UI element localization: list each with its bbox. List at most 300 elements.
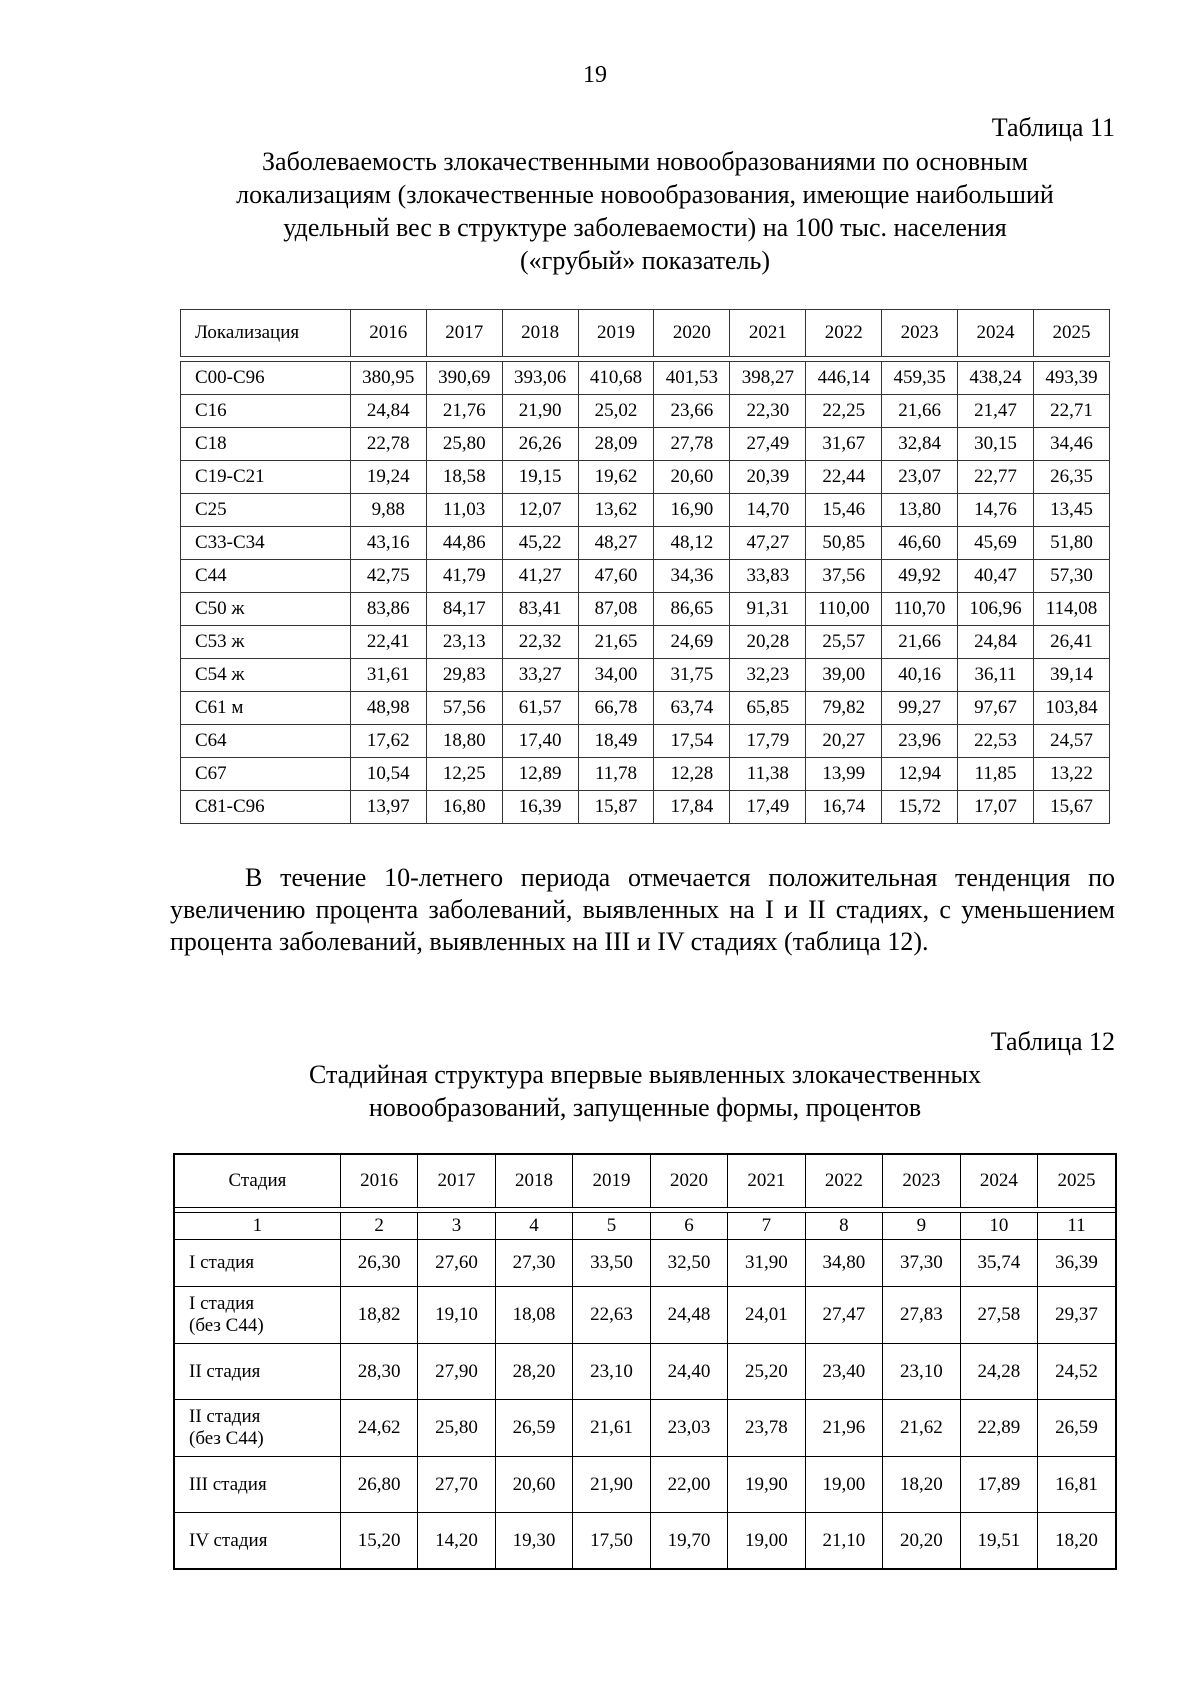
value-cell: 23,07 — [882, 461, 958, 494]
value-cell: 26,35 — [1033, 461, 1109, 494]
table-row — [181, 659, 1110, 692]
value-cell: 17,79 — [730, 725, 806, 758]
value-cell: 23,10 — [883, 1344, 960, 1400]
value-cell: 30,15 — [958, 428, 1034, 461]
value-cell: 57,30 — [1033, 560, 1109, 593]
value-cell: 20,39 — [730, 461, 806, 494]
header-cell-year: 2025 — [1033, 310, 1109, 357]
value-cell: 79,82 — [806, 692, 882, 725]
paragraph-line: уменьшением процента заболеваний, выявленных на III и IV стадиях — [170, 895, 1115, 956]
value-cell: 17,62 — [350, 725, 426, 758]
value-cell: 28,30 — [340, 1344, 417, 1400]
value-cell: 49,92 — [882, 560, 958, 593]
localization-cell: С25 — [181, 494, 351, 527]
value-cell: 22,32 — [502, 626, 578, 659]
value-cell: 22,89 — [960, 1400, 1037, 1457]
stage-name-line: II стадия — [189, 1406, 261, 1427]
table-row — [181, 362, 1110, 395]
localization-cell: С67 — [181, 758, 351, 791]
header-cell-year: 2024 — [960, 1154, 1037, 1208]
value-cell: 14,20 — [418, 1513, 495, 1570]
table-11-label: Таблица 11 — [991, 113, 1115, 142]
value-cell: 12,25 — [426, 758, 502, 791]
value-cell: 20,28 — [730, 626, 806, 659]
table-row — [174, 1513, 1116, 1570]
value-cell: 16,80 — [426, 791, 502, 824]
value-cell: 401,53 — [654, 362, 730, 395]
value-cell: 40,47 — [958, 560, 1034, 593]
localization-cell: С50 ж — [181, 593, 351, 626]
value-cell: 47,60 — [578, 560, 654, 593]
value-cell: 40,16 — [882, 659, 958, 692]
value-cell: 66,78 — [578, 692, 654, 725]
value-cell: 20,27 — [806, 725, 882, 758]
table-row — [181, 560, 1110, 593]
value-cell: 24,40 — [650, 1344, 727, 1400]
header-cell-year: 2018 — [495, 1154, 572, 1208]
header-cell-year: 2018 — [502, 310, 578, 357]
value-cell: 21,65 — [578, 626, 654, 659]
incidence-by-localization-table — [180, 309, 1110, 824]
value-cell: 17,89 — [960, 1457, 1037, 1513]
value-cell: 22,00 — [650, 1457, 727, 1513]
value-cell: 15,46 — [806, 494, 882, 527]
value-cell: 45,69 — [958, 527, 1034, 560]
table-row — [181, 626, 1110, 659]
value-cell: 36,39 — [1038, 1240, 1116, 1287]
value-cell: 19,00 — [728, 1513, 805, 1570]
value-cell: 26,59 — [1038, 1400, 1116, 1457]
value-cell: 86,65 — [654, 593, 730, 626]
value-cell: 24,69 — [654, 626, 730, 659]
value-cell: 22,63 — [573, 1287, 650, 1344]
table-row — [181, 758, 1110, 791]
value-cell: 26,80 — [340, 1457, 417, 1513]
value-cell: 11,85 — [958, 758, 1034, 791]
header-cell-year: 2020 — [650, 1154, 727, 1208]
table-row — [174, 1400, 1116, 1457]
paragraph-line: (таблица 12). — [784, 927, 929, 956]
value-cell: 24,84 — [350, 395, 426, 428]
stage-name-line: (без С44) — [189, 1315, 264, 1336]
value-cell: 19,90 — [728, 1457, 805, 1513]
value-cell: 410,68 — [578, 362, 654, 395]
column-number-cell: 8 — [805, 1213, 882, 1240]
value-cell: 26,59 — [495, 1400, 572, 1457]
value-cell: 22,71 — [1033, 395, 1109, 428]
value-cell: 44,86 — [426, 527, 502, 560]
value-cell: 33,50 — [573, 1240, 650, 1287]
value-cell: 13,45 — [1033, 494, 1109, 527]
value-cell: 114,08 — [1033, 593, 1109, 626]
value-cell: 23,03 — [650, 1400, 727, 1457]
value-cell: 12,28 — [654, 758, 730, 791]
value-cell: 65,85 — [730, 692, 806, 725]
value-cell: 13,22 — [1033, 758, 1109, 791]
table-row — [181, 725, 1110, 758]
value-cell: 22,30 — [730, 395, 806, 428]
value-cell: 47,27 — [730, 527, 806, 560]
table-row — [181, 527, 1110, 560]
header-cell-year: 2016 — [340, 1154, 417, 1208]
value-cell: 21,47 — [958, 395, 1034, 428]
value-cell: 18,49 — [578, 725, 654, 758]
value-cell: 12,07 — [502, 494, 578, 527]
value-cell: 23,78 — [728, 1400, 805, 1457]
value-cell: 27,83 — [883, 1287, 960, 1344]
value-cell: 24,01 — [728, 1287, 805, 1344]
value-cell: 27,58 — [960, 1287, 1037, 1344]
stage-name-line: IV стадия — [189, 1529, 268, 1551]
value-cell: 22,78 — [350, 428, 426, 461]
value-cell: 34,00 — [578, 659, 654, 692]
value-cell: 438,24 — [958, 362, 1034, 395]
table-12-label: Таблица 12 — [990, 1027, 1115, 1056]
localization-cell: С44 — [181, 560, 351, 593]
table-row — [181, 395, 1110, 428]
paragraph-line: увеличению процента заболеваний, выявленных на I и II стадиях, с — [170, 895, 951, 924]
value-cell: 14,76 — [958, 494, 1034, 527]
value-cell: 27,90 — [418, 1344, 495, 1400]
column-number-cell: 5 — [573, 1213, 650, 1240]
value-cell: 22,53 — [958, 725, 1034, 758]
paragraph-line: В течение 10-летнего периода отмечается положительная тенденция по — [245, 863, 1115, 892]
value-cell: 24,57 — [1033, 725, 1109, 758]
value-cell: 27,78 — [654, 428, 730, 461]
column-number-cell: 10 — [960, 1213, 1037, 1240]
stage-name-cell — [174, 1513, 340, 1570]
header-cell-year: 2023 — [883, 1154, 960, 1208]
value-cell: 18,82 — [340, 1287, 417, 1344]
column-number-cell: 7 — [728, 1213, 805, 1240]
value-cell: 11,78 — [578, 758, 654, 791]
header-cell-year: 2020 — [654, 310, 730, 357]
value-cell: 28,20 — [495, 1344, 572, 1400]
value-cell: 84,17 — [426, 593, 502, 626]
page-number: 19 — [583, 62, 607, 88]
localization-cell: С53 ж — [181, 626, 351, 659]
value-cell: 43,16 — [350, 527, 426, 560]
table-12-title — [170, 1058, 1120, 1124]
value-cell: 21,90 — [573, 1457, 650, 1513]
stage-name-line: I стадия — [189, 1252, 255, 1273]
value-cell: 33,27 — [502, 659, 578, 692]
header-cell-year: 2017 — [426, 310, 502, 357]
header-cell-year: 2019 — [578, 310, 654, 357]
value-cell: 37,56 — [806, 560, 882, 593]
stage-name-line: II стадия — [189, 1360, 261, 1382]
value-cell: 19,24 — [350, 461, 426, 494]
value-cell: 42,75 — [350, 560, 426, 593]
value-cell: 19,62 — [578, 461, 654, 494]
header-cell-year: 2023 — [882, 310, 958, 357]
stage-name-cell — [174, 1344, 340, 1400]
value-cell: 48,12 — [654, 527, 730, 560]
table-row — [181, 461, 1110, 494]
value-cell: 17,84 — [654, 791, 730, 824]
value-cell: 19,00 — [805, 1457, 882, 1513]
header-cell-year: 2021 — [730, 310, 806, 357]
value-cell: 41,27 — [502, 560, 578, 593]
value-cell: 27,47 — [805, 1287, 882, 1344]
table-row — [174, 1344, 1116, 1400]
value-cell: 57,56 — [426, 692, 502, 725]
value-cell: 83,86 — [350, 593, 426, 626]
value-cell: 12,94 — [882, 758, 958, 791]
value-cell: 19,10 — [418, 1287, 495, 1344]
value-cell: 9,88 — [350, 494, 426, 527]
table-header-row — [181, 310, 1110, 357]
value-cell: 25,80 — [426, 428, 502, 461]
header-cell-year: 2019 — [573, 1154, 650, 1208]
value-cell: 22,77 — [958, 461, 1034, 494]
value-cell: 32,84 — [882, 428, 958, 461]
value-cell: 110,70 — [882, 593, 958, 626]
value-cell: 18,80 — [426, 725, 502, 758]
table-row — [181, 593, 1110, 626]
value-cell: 17,40 — [502, 725, 578, 758]
localization-cell: С16 — [181, 395, 351, 428]
value-cell: 50,85 — [806, 527, 882, 560]
header-cell-year: 2016 — [350, 310, 426, 357]
value-cell: 24,62 — [340, 1400, 417, 1457]
value-cell: 21,96 — [805, 1400, 882, 1457]
header-cell-year: 2017 — [418, 1154, 495, 1208]
stage-name-line: III стадия — [189, 1473, 267, 1495]
value-cell: 48,98 — [350, 692, 426, 725]
value-cell: 19,15 — [502, 461, 578, 494]
value-cell: 23,13 — [426, 626, 502, 659]
value-cell: 12,89 — [502, 758, 578, 791]
value-cell: 19,70 — [650, 1513, 727, 1570]
header-cell-year: 2025 — [1038, 1154, 1116, 1208]
value-cell: 20,20 — [883, 1513, 960, 1570]
column-number-cell: 6 — [650, 1213, 727, 1240]
value-cell: 29,37 — [1038, 1287, 1116, 1344]
table-header-row — [174, 1154, 1116, 1208]
value-cell: 19,30 — [495, 1513, 572, 1570]
stage-structure-table — [173, 1153, 1117, 1570]
header-cell-year: 2022 — [806, 310, 882, 357]
stage-name-cell — [174, 1457, 340, 1513]
table-row — [181, 428, 1110, 461]
value-cell: 11,03 — [426, 494, 502, 527]
table-row — [174, 1240, 1116, 1287]
localization-cell: С33-С34 — [181, 527, 351, 560]
localization-cell: С64 — [181, 725, 351, 758]
header-cell-localization: Локализация — [181, 310, 351, 357]
value-cell: 16,81 — [1038, 1457, 1116, 1513]
localization-cell: С19-С21 — [181, 461, 351, 494]
value-cell: 16,39 — [502, 791, 578, 824]
table-12-title-line: Стадийная структура впервые выявленных злокачественных — [309, 1060, 981, 1089]
column-number-row — [174, 1213, 1116, 1240]
value-cell: 31,90 — [728, 1240, 805, 1287]
value-cell: 18,20 — [883, 1457, 960, 1513]
value-cell: 21,61 — [573, 1400, 650, 1457]
body-paragraph — [170, 862, 1115, 958]
value-cell: 15,72 — [882, 791, 958, 824]
value-cell: 28,09 — [578, 428, 654, 461]
value-cell: 48,27 — [578, 527, 654, 560]
value-cell: 11,38 — [730, 758, 806, 791]
value-cell: 46,60 — [882, 527, 958, 560]
value-cell: 15,20 — [340, 1513, 417, 1570]
value-cell: 18,58 — [426, 461, 502, 494]
value-cell: 16,74 — [806, 791, 882, 824]
value-cell: 23,66 — [654, 395, 730, 428]
table-11-title-line: локализациям (злокачественные новообразования, имеющие наибольший — [236, 180, 1054, 209]
value-cell: 103,84 — [1033, 692, 1109, 725]
value-cell: 97,67 — [958, 692, 1034, 725]
value-cell: 36,11 — [958, 659, 1034, 692]
value-cell: 21,62 — [883, 1400, 960, 1457]
value-cell: 10,54 — [350, 758, 426, 791]
value-cell: 22,44 — [806, 461, 882, 494]
value-cell: 33,83 — [730, 560, 806, 593]
value-cell: 27,49 — [730, 428, 806, 461]
value-cell: 18,20 — [1038, 1513, 1116, 1570]
value-cell: 23,40 — [805, 1344, 882, 1400]
value-cell: 17,07 — [958, 791, 1034, 824]
table-11-title-line: удельный вес в структуре заболеваемости) на 100 тыс. населения — [283, 213, 1007, 242]
value-cell: 390,69 — [426, 362, 502, 395]
table-row — [181, 494, 1110, 527]
stage-name-line: I стадия — [189, 1293, 255, 1314]
value-cell: 41,79 — [426, 560, 502, 593]
value-cell: 21,66 — [882, 626, 958, 659]
table-row — [181, 692, 1110, 725]
value-cell: 31,75 — [654, 659, 730, 692]
header-cell-year: 2024 — [958, 310, 1034, 357]
table-row — [174, 1457, 1116, 1513]
table-12-title-line: новообразований, запущенные формы, процентов — [368, 1093, 922, 1122]
table-row — [174, 1287, 1116, 1344]
value-cell: 26,30 — [340, 1240, 417, 1287]
value-cell: 27,30 — [495, 1240, 572, 1287]
value-cell: 27,60 — [418, 1240, 495, 1287]
value-cell: 26,41 — [1033, 626, 1109, 659]
value-cell: 21,90 — [502, 395, 578, 428]
value-cell: 106,96 — [958, 593, 1034, 626]
value-cell: 110,00 — [806, 593, 882, 626]
value-cell: 32,23 — [730, 659, 806, 692]
column-number-cell: 11 — [1038, 1213, 1116, 1240]
value-cell: 34,80 — [805, 1240, 882, 1287]
value-cell: 45,22 — [502, 527, 578, 560]
stage-name-cell — [174, 1287, 340, 1344]
column-number-cell: 3 — [418, 1213, 495, 1240]
value-cell: 29,83 — [426, 659, 502, 692]
value-cell: 17,50 — [573, 1513, 650, 1570]
value-cell: 16,90 — [654, 494, 730, 527]
value-cell: 31,67 — [806, 428, 882, 461]
stage-name-line: (без С44) — [189, 1428, 264, 1449]
value-cell: 87,08 — [578, 593, 654, 626]
stage-name-cell — [174, 1400, 340, 1457]
value-cell: 63,74 — [654, 692, 730, 725]
value-cell: 21,10 — [805, 1513, 882, 1570]
value-cell: 15,67 — [1033, 791, 1109, 824]
value-cell: 34,46 — [1033, 428, 1109, 461]
value-cell: 21,66 — [882, 395, 958, 428]
value-cell: 39,00 — [806, 659, 882, 692]
value-cell: 17,49 — [730, 791, 806, 824]
value-cell: 13,97 — [350, 791, 426, 824]
value-cell: 83,41 — [502, 593, 578, 626]
value-cell: 25,57 — [806, 626, 882, 659]
value-cell: 23,96 — [882, 725, 958, 758]
value-cell: 446,14 — [806, 362, 882, 395]
localization-cell: С00-С96 — [181, 362, 351, 395]
value-cell: 37,30 — [883, 1240, 960, 1287]
value-cell: 22,41 — [350, 626, 426, 659]
value-cell: 35,74 — [960, 1240, 1037, 1287]
value-cell: 13,99 — [806, 758, 882, 791]
value-cell: 25,80 — [418, 1400, 495, 1457]
localization-cell: С81-С96 — [181, 791, 351, 824]
column-number-cell: 9 — [883, 1213, 960, 1240]
value-cell: 15,87 — [578, 791, 654, 824]
value-cell: 27,70 — [418, 1457, 495, 1513]
localization-cell: С61 м — [181, 692, 351, 725]
table-11-title-line: («грубый» показатель) — [520, 246, 770, 275]
value-cell: 20,60 — [495, 1457, 572, 1513]
value-cell: 22,25 — [806, 395, 882, 428]
value-cell: 13,80 — [882, 494, 958, 527]
table-row — [181, 791, 1110, 824]
column-number-cell: 1 — [174, 1213, 340, 1240]
value-cell: 459,35 — [882, 362, 958, 395]
value-cell: 34,36 — [654, 560, 730, 593]
value-cell: 13,62 — [578, 494, 654, 527]
value-cell: 398,27 — [730, 362, 806, 395]
value-cell: 493,39 — [1033, 362, 1109, 395]
table-11-title-line: Заболеваемость злокачественными новообразованиями по основным — [262, 147, 1028, 176]
value-cell: 24,28 — [960, 1344, 1037, 1400]
header-cell-stage: Стадия — [174, 1154, 340, 1208]
value-cell: 19,51 — [960, 1513, 1037, 1570]
value-cell: 99,27 — [882, 692, 958, 725]
value-cell: 23,10 — [573, 1344, 650, 1400]
column-number-cell: 4 — [495, 1213, 572, 1240]
value-cell: 61,57 — [502, 692, 578, 725]
value-cell: 20,60 — [654, 461, 730, 494]
value-cell: 21,76 — [426, 395, 502, 428]
column-number-cell: 2 — [340, 1213, 417, 1240]
value-cell: 26,26 — [502, 428, 578, 461]
localization-cell: С54 ж — [181, 659, 351, 692]
localization-cell: С18 — [181, 428, 351, 461]
header-cell-year: 2021 — [728, 1154, 805, 1208]
value-cell: 32,50 — [650, 1240, 727, 1287]
value-cell: 17,54 — [654, 725, 730, 758]
value-cell: 24,84 — [958, 626, 1034, 659]
value-cell: 25,02 — [578, 395, 654, 428]
value-cell: 393,06 — [502, 362, 578, 395]
value-cell: 380,95 — [350, 362, 426, 395]
value-cell: 39,14 — [1033, 659, 1109, 692]
header-cell-year: 2022 — [805, 1154, 882, 1208]
value-cell: 24,52 — [1038, 1344, 1116, 1400]
value-cell: 18,08 — [495, 1287, 572, 1344]
value-cell: 91,31 — [730, 593, 806, 626]
value-cell: 14,70 — [730, 494, 806, 527]
value-cell: 25,20 — [728, 1344, 805, 1400]
table-11-title — [170, 145, 1120, 277]
value-cell: 51,80 — [1033, 527, 1109, 560]
value-cell: 31,61 — [350, 659, 426, 692]
